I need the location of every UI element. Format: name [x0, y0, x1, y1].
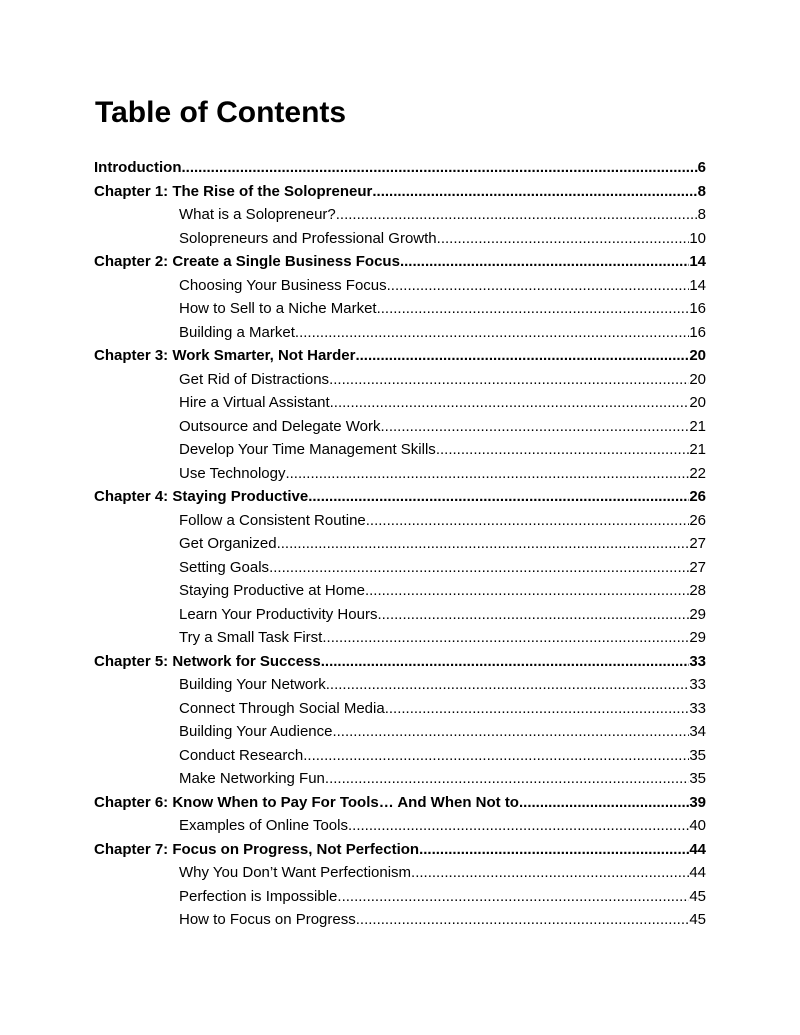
toc-page-number: 20: [689, 370, 706, 388]
toc-entry-title: Conduct Research: [179, 746, 304, 764]
toc-section-entry: [179, 556, 706, 580]
toc-dot-leader: [285, 462, 689, 486]
toc-chapter-entry: [94, 156, 706, 180]
toc-dot-leader: [321, 650, 690, 674]
toc-section-entry: [179, 274, 706, 298]
toc-dot-leader: [348, 814, 689, 838]
toc-page-number: 10: [689, 229, 706, 247]
toc-section-entry: [179, 603, 706, 627]
toc-entry-title: Chapter 2: Create a Single Business Focus: [94, 253, 400, 270]
toc-page-number: 20: [689, 347, 706, 364]
toc-section-entry: [179, 415, 706, 439]
toc-dot-leader: [387, 274, 690, 298]
toc-page-number: 27: [689, 558, 706, 576]
toc-entry-title: Solopreneurs and Professional Growth: [179, 229, 437, 247]
toc-section-entry: [179, 885, 706, 909]
toc-entry-title: Setting Goals: [179, 558, 270, 576]
toc-page-number: 14: [689, 276, 706, 294]
toc-section-entry: [179, 673, 706, 697]
toc-chapter-entry: [94, 485, 706, 509]
toc-dot-leader: [277, 532, 690, 556]
toc-dot-leader: [372, 180, 697, 204]
toc-section-entry: [179, 861, 706, 885]
toc-chapter-entry: [94, 838, 706, 862]
toc-entry-title: Building Your Network: [179, 676, 326, 693]
toc-dot-leader: [385, 697, 690, 721]
toc-dot-leader: [308, 485, 689, 509]
toc-entry-title: Try a Small Task First: [179, 629, 323, 646]
toc-dot-leader: [366, 509, 690, 533]
toc-page-number: 40: [689, 817, 706, 834]
toc-page-number: 33: [689, 652, 706, 670]
toc-section-entry: [179, 579, 706, 603]
toc-page-number: 27: [689, 535, 706, 552]
toc-page-number: 22: [689, 464, 706, 482]
toc-page-number: 39: [689, 793, 706, 811]
toc-entry-title: Chapter 5: Network for Success: [94, 652, 321, 670]
toc-entry-title: Building Your Audience: [179, 723, 333, 740]
toc-dot-leader: [519, 791, 689, 815]
toc-entry-title: Examples of Online Tools: [179, 817, 348, 834]
toc-page-number: 45: [689, 887, 706, 905]
toc-page-number: 6: [697, 159, 706, 176]
toc-dot-leader: [332, 720, 689, 744]
toc-dot-leader: [377, 603, 689, 627]
toc-page-number: 21: [689, 441, 706, 458]
toc-entry-title: Learn Your Productivity Hours: [179, 605, 378, 623]
toc-section-entry: [179, 509, 706, 533]
toc-chapter-entry: [94, 650, 706, 674]
toc-section-entry: [179, 438, 706, 462]
toc-page-number: 26: [689, 511, 706, 529]
toc-entry-title: Choosing Your Business Focus: [179, 276, 387, 294]
toc-page-number: 28: [689, 582, 706, 599]
toc-section-entry: [179, 767, 706, 791]
toc-entry-title: Chapter 7: Focus on Progress, Not Perfection: [94, 840, 420, 858]
toc-page-number: 34: [689, 723, 706, 740]
toc-entry-title: Why You Don’t Want Perfectionism: [179, 864, 412, 881]
toc-dot-leader: [269, 556, 689, 580]
toc-page-number: 44: [689, 840, 706, 858]
toc-page-number: 21: [689, 417, 706, 435]
toc-entry-title: Introduction: [94, 159, 182, 176]
toc-chapter-entry: [94, 180, 706, 204]
toc-section-entry: [179, 908, 706, 932]
toc-dot-leader: [436, 438, 690, 462]
toc-dot-leader: [437, 227, 690, 251]
toc-entry-title: Chapter 4: Staying Productive: [94, 488, 309, 505]
toc-entry-title: Follow a Consistent Routine: [179, 511, 366, 529]
toc-dot-leader: [295, 321, 689, 345]
toc-page-number: 16: [689, 300, 706, 317]
toc-page-number: 29: [689, 605, 706, 623]
toc-page-number: 26: [689, 488, 706, 505]
toc-entry-title: Building a Market: [179, 323, 295, 341]
toc-page-number: 33: [689, 676, 706, 693]
toc-section-entry: [179, 626, 706, 650]
toc-chapter-entry: [94, 791, 706, 815]
toc-section-entry: [179, 720, 706, 744]
toc-dot-leader: [419, 838, 689, 862]
toc-entry-title: Get Organized: [179, 535, 277, 552]
toc-page-number: 44: [689, 864, 706, 881]
toc-dot-leader: [355, 344, 689, 368]
toc-entry-title: Chapter 6: Know When to Pay For Tools… And When Not to: [94, 793, 519, 811]
toc-dot-leader: [377, 297, 690, 321]
toc-page-number: 20: [689, 394, 706, 411]
toc-page-number: 29: [689, 629, 706, 646]
toc-section-entry: [179, 462, 706, 486]
toc-dot-leader: [337, 885, 689, 909]
toc-entry-title: Develop Your Time Management Skills: [179, 441, 436, 458]
toc-entry-title: Connect Through Social Media: [179, 699, 385, 717]
toc-entry-title: Chapter 3: Work Smarter, Not Harder: [94, 347, 356, 364]
toc-entry-title: Get Rid of Distractions: [179, 370, 330, 388]
toc-dot-leader: [325, 767, 689, 791]
toc-entry-title: What is a Solopreneur?: [179, 206, 336, 223]
toc-section-entry: [179, 391, 706, 415]
toc-dot-leader: [381, 415, 690, 439]
toc-page-number: 14: [689, 253, 706, 270]
toc-section-entry: [179, 297, 706, 321]
toc-section-entry: [179, 227, 706, 251]
toc-entry-title: Make Networking Fun: [179, 770, 325, 787]
toc-dot-leader: [336, 203, 698, 227]
toc-entry-title: How to Focus on Progress: [179, 911, 356, 928]
toc-page-number: 45: [689, 911, 706, 928]
toc-dot-leader: [181, 156, 697, 180]
toc-entry-title: Perfection is Impossible: [179, 887, 338, 905]
toc-dot-leader: [356, 908, 690, 932]
toc-entry-title: Hire a Virtual Assistant: [179, 394, 330, 411]
toc-section-entry: [179, 203, 706, 227]
toc-dot-leader: [411, 861, 689, 885]
toc-dot-leader: [400, 250, 689, 274]
toc-section-entry: [179, 697, 706, 721]
toc-page-number: 35: [689, 770, 706, 787]
toc-entry-title: Outsource and Delegate Work: [179, 417, 381, 435]
toc-page-number: 8: [697, 206, 706, 223]
toc-dot-leader: [322, 626, 689, 650]
toc-entry-title: How to Sell to a Niche Market: [179, 300, 377, 317]
toc-dot-leader: [330, 391, 690, 415]
toc-section-entry: [179, 368, 706, 392]
toc-dot-leader: [365, 579, 689, 603]
toc-page-number: 8: [697, 182, 706, 200]
toc-section-entry: [179, 321, 706, 345]
toc-section-entry: [179, 814, 706, 838]
toc-section-entry: [179, 744, 706, 768]
toc-page-number: 33: [689, 699, 706, 717]
toc-section-entry: [179, 532, 706, 556]
toc-dot-leader: [303, 744, 689, 768]
toc-entry-title: Use Technology: [179, 464, 286, 482]
toc-page-number: 35: [689, 746, 706, 764]
toc-page-number: 16: [689, 323, 706, 341]
toc-dot-leader: [326, 673, 690, 697]
toc-entry-title: Chapter 1: The Rise of the Solopreneur: [94, 182, 373, 200]
toc-list: [0, 156, 800, 932]
toc-dot-leader: [329, 368, 689, 392]
page-title: Table of Contents: [95, 96, 347, 129]
toc-chapter-entry: [94, 344, 706, 368]
toc-entry-title: Staying Productive at Home: [179, 582, 365, 599]
toc-chapter-entry: [94, 250, 706, 274]
